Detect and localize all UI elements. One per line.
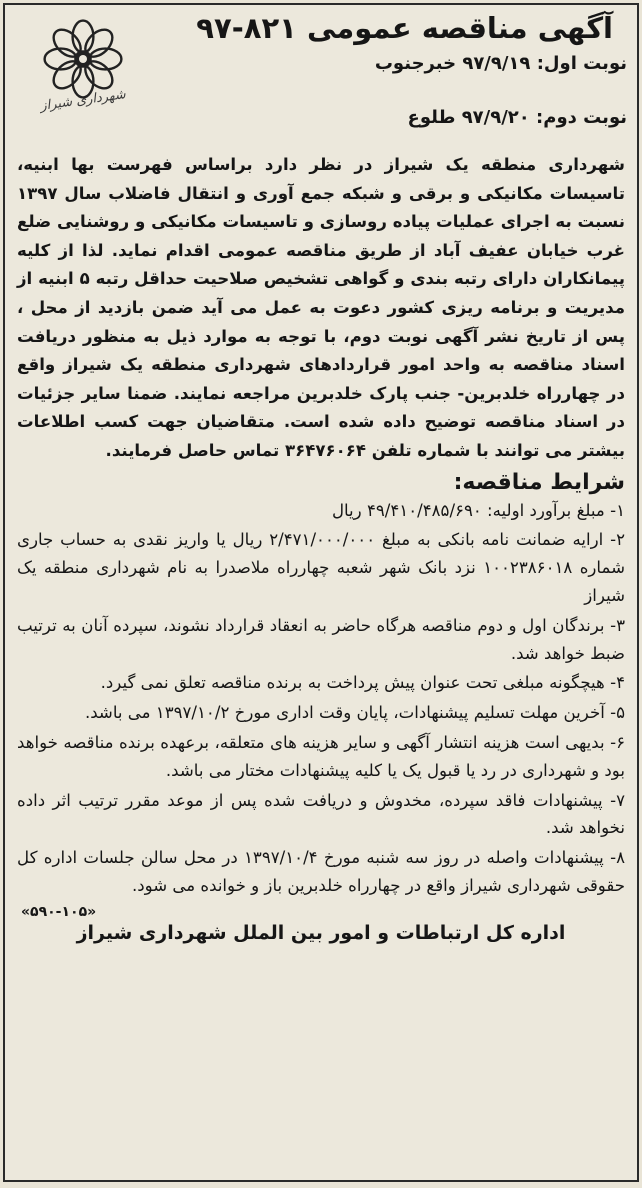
condition-item: ۵- آخرین مهلت تسلیم پیشنهادات، پایان وقت اداری مورخ ۱۳۹۷/۱۰/۲ می باشد. [84, 703, 625, 723]
condition-item: ۶- بدیهی است هزینه انتشار آگهی و سایر هزینه های متعلقه، برعهده برنده مناقصه خواهد بود و شهرداری در رد یا قبول یک یا کلیه پیشنهادات مختار می باشد. [17, 732, 625, 780]
condition-item: ۳- برندگان اول و دوم مناقصه هرگاه حاضر به انعقاد قرارداد نشوند، سپرده آنان به ترتیب ضبط خواهد شد. [17, 615, 625, 663]
condition-item: ۷- پیشنهادات فاقد سپرده، مخدوش و دریافت شده پس از موعد مقرر ترتیب اثر داده نخواهد شد. [17, 790, 625, 838]
flower-emblem-icon [43, 19, 123, 99]
reference-code: «۵۹۰-۱۰۵» [21, 903, 97, 920]
condition-item: ۲- ارایه ضمانت نامه بانکی به مبلغ ۲/۴۷۱/۰۰۰/۰۰۰ ریال یا واریز نقدی به حساب جاری شماره ۱۰۰۲۳۸۶۰۱۸ نزد بانک شهر شعبه چهارراه ملاصدرا به نام شهرداری منطقه یک شیراز [17, 530, 625, 605]
condition-item: ۴- هیچگونه مبلغی تحت عنوان پیش پرداخت به برنده مناقصه تعلق نمی گیرد. [100, 673, 625, 693]
first-round-line: نوبت اول: ۹۷/۹/۱۹ خبرجنوب [374, 53, 627, 74]
tender-notice [3, 3, 639, 1182]
logo-caption: شهرداری شیراز [39, 87, 127, 114]
shiraz-municipality-logo [19, 19, 147, 119]
notice-intro: شهرداری منطقه یک شیراز در نظر دارد براساس فهرست بها ابنیه، تاسیسات مکانیکی و برقی و شبکه جمع آوری و انتقال فاضلاب سال ۱۳۹۷ نسبت به اجرای عملیات پیاده روسازی و تاسیسات مکانیکی و روشنایی ضلع غرب خیابان عفیف آباد از طریق مناقصه عمومی اقدام نماید. لذا از کلیه پیمانکاران دارای رتبه بندی و گواهی تشخیص صلاحیت حداقل رتبه ۵ ابنیه از مدیریت و برنامه ریزی کشور دعوت به عمل می آید ضمن بازدید از محل ، پس از تاریخ نشر آگهی نوبت دوم، با توجه به موارد ذیل به منظور دریافت اسناد مناقصه به واحد امور قراردادهای شهرداری منطقه یک شیراز واقع در چهارراه خلدبرین- جنب پارک خلدبرین مراجعه نمایند. ضمنا سایر جزئیات در اسناد مناقصه توضیح داده شده است. متقاضیان جهت کسب اطلاعات بیشتر می توانند با شماره تلفن ۳۶۴۷۶۰۶۴ تماس حاصل فرمایند. [17, 155, 625, 460]
notice-title: آگهی مناقصه عمومی ۸۲۱-۹۷ [196, 11, 613, 45]
issuer-footer: اداره کل ارتباطات و امور بین الملل شهرداری شیراز [76, 921, 566, 944]
condition-item: ۸- پیشنهادات واصله در روز سه شنبه مورخ ۱۳۹۷/۱۰/۴ در محل سالن جلسات اداره کل حقوقی شهرداری شیراز واقع در چهارراه خلدبرین باز و خوانده می شود. [17, 848, 625, 895]
conditions-title: شرایط مناقصه: [453, 469, 625, 495]
condition-item: ۱- مبلغ برآورد اولیه: ۴۹/۴۱۰/۴۸۵/۶۹۰ ریال [331, 500, 625, 520]
conditions-list [15, 497, 627, 900]
notice-header [15, 11, 627, 151]
second-round-line: نوبت دوم: ۹۷/۹/۲۰ طلوع [407, 107, 627, 128]
